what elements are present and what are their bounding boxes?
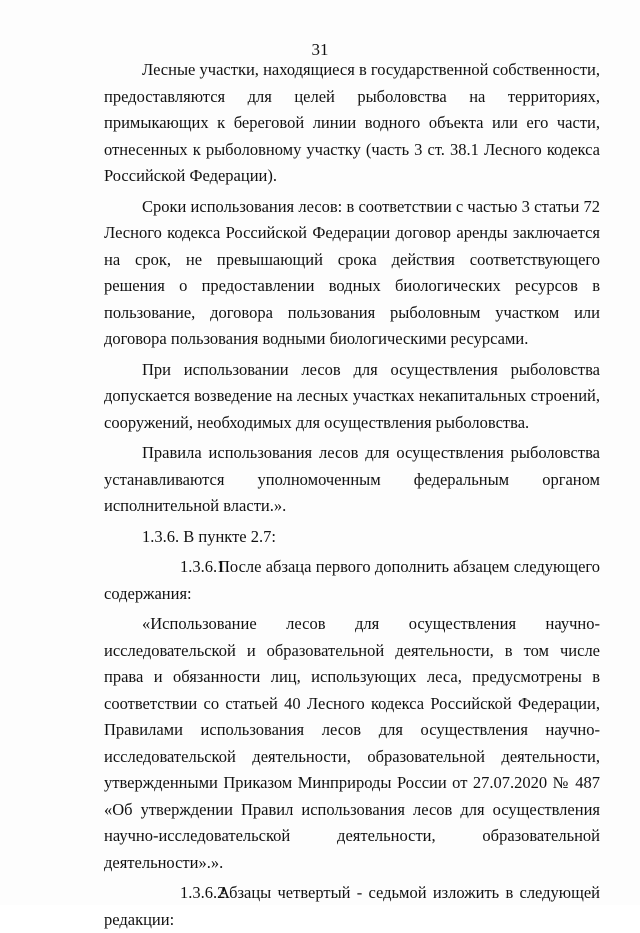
paragraph-usage-terms: Сроки использования лесов: в соответствии с частью 3 статьи 72 Лесного кодекса Российской Федерации договор аренды заключается на срок, не превышающий срока действия соответствующего решения о предоставлении водных биологических ресурсов в пользование, договора пользования рыболовным участком или договора пользования водными биологическими ресурсами. — [104, 196, 600, 348]
paragraph-item-1-3-6: 1.3.6. В пункте 2.7: — [142, 526, 276, 546]
item-1-3-6-2-number: 1.3.6.2. — [180, 883, 230, 902]
item-1-3-6-2 — [104, 880, 600, 933]
item-1-3-6-2-text: Абзацы четвертый - седьмой изложить в следующей редакции: — [104, 883, 600, 929]
page-number: 31 — [311, 40, 329, 59]
quoted-paragraph-research: «Использование лесов для осуществления научно-исследовательской и образовательной деятельности, в том числе права и обязанности лиц, использующих леса, предусмотрены в соответствии со статьей 40 Лесного кодекса Российской Федерации, Правилами использования лесов для осуществления научно-исследовательской деятельности, образовательной деятельности, утвержденными Приказом Минприроды России от 27.07.2020 № 487 «Об утверждении Правил использования лесов для осуществления научно-исследовательской деятельности, образовательной деятельности».». — [104, 614, 600, 872]
paragraph-construction: При использовании лесов для осуществления рыболовства допускается возведение на лесных участках некапитальных строений, сооружений, необходимых для осуществления рыболовства. — [104, 359, 600, 432]
document-body — [104, 57, 600, 933]
paragraph-forest-plots: Лесные участки, находящиеся в государственной собственности, предоставляются для целей рыболовства на территориях, примыкающих к береговой линии водного объекта или его части, отнесенных к рыболовному участку (часть 3 ст. 38.1 Лесного кодекса Российской Федерации). — [104, 60, 600, 185]
item-1-3-6-1-number: 1.3.6.1. — [180, 557, 230, 576]
item-1-3-6-1-text: После абзаца первого дополнить абзацем следующего содержания: — [104, 557, 600, 603]
paragraph-usage-rules: Правила использования лесов для осуществления рыболовства устанавливаются уполномоченным федеральным органом исполнительной власти.». — [104, 443, 600, 515]
item-1-3-6-1 — [104, 554, 600, 607]
